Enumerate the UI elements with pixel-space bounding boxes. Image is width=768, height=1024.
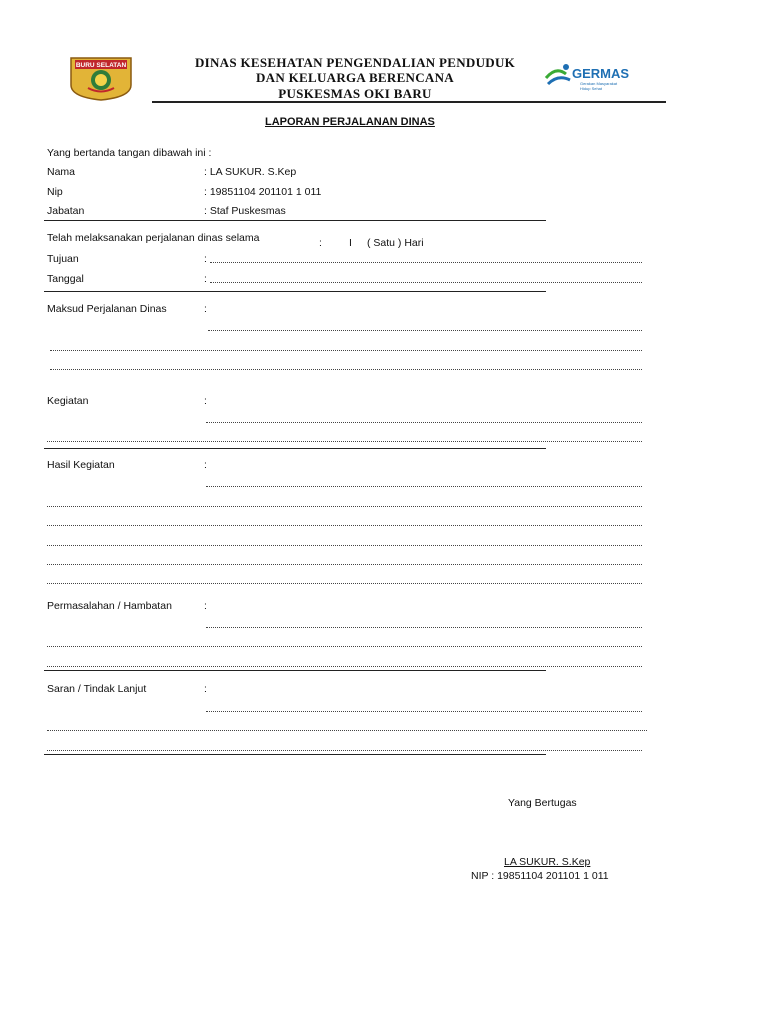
kegiatan-dotted-line xyxy=(47,441,642,442)
trip-days-number: I xyxy=(349,237,352,249)
jabatan-value: : Staf Puskesmas xyxy=(204,205,286,217)
kegiatan-dotted-line xyxy=(206,422,642,423)
tanggal-dotted-line xyxy=(210,282,642,283)
hasil-label: Hasil Kegiatan xyxy=(47,459,115,471)
tujuan-label: Tujuan xyxy=(47,253,79,265)
maksud-dotted-line xyxy=(50,350,642,351)
jabatan-label: Jabatan xyxy=(47,205,85,217)
trip-days-text: ( Satu ) Hari xyxy=(367,237,424,249)
kegiatan-label: Kegiatan xyxy=(47,395,89,407)
section-rule xyxy=(44,754,546,755)
trip-text: Telah melaksanakan perjalanan dinas selama xyxy=(47,232,260,244)
tanggal-colon: : xyxy=(204,273,207,285)
kegiatan-colon: : xyxy=(204,395,207,407)
intro-text: Yang bertanda tangan dibawah ini : xyxy=(47,147,212,159)
hasil-dotted-line xyxy=(47,564,642,565)
saran-dotted-line xyxy=(206,711,642,712)
maksud-dotted-line xyxy=(208,330,642,331)
nip-label: Nip xyxy=(47,186,63,198)
germas-logo-text: GERMAS xyxy=(572,66,630,81)
permasalahan-dotted-line xyxy=(47,646,642,647)
tujuan-colon: : xyxy=(204,253,207,265)
nip-value: : 19851104 201101 1 011 xyxy=(204,186,322,198)
signature-role: Yang Bertugas xyxy=(508,797,577,809)
saran-dotted-line xyxy=(47,730,647,731)
signature-name: LA SUKUR. S.Kep xyxy=(504,856,591,868)
hasil-dotted-line xyxy=(47,583,642,584)
maksud-colon: : xyxy=(204,303,207,315)
document-title: LAPORAN PERJALANAN DINAS xyxy=(265,116,435,128)
regency-logo xyxy=(68,55,134,101)
hasil-dotted-line xyxy=(47,545,642,546)
tanggal-label: Tanggal xyxy=(47,273,84,285)
hasil-dotted-line xyxy=(47,506,642,507)
tujuan-dotted-line xyxy=(210,262,642,263)
header-line-2: DAN KELUARGA BERENCANA xyxy=(255,70,454,85)
permasalahan-colon: : xyxy=(204,600,207,612)
section-rule xyxy=(44,448,546,449)
section-rule xyxy=(44,670,546,671)
section-rule xyxy=(44,291,546,292)
permasalahan-dotted-line xyxy=(47,666,642,667)
trip-colon: : xyxy=(319,237,322,249)
hasil-colon: : xyxy=(204,459,207,471)
nama-value: : LA SUKUR. S.Kep xyxy=(204,166,297,178)
section-rule xyxy=(44,220,546,221)
saran-label: Saran / Tindak Lanjut xyxy=(47,683,147,695)
nama-label: Nama xyxy=(47,166,76,178)
permasalahan-dotted-line xyxy=(206,627,642,628)
germas-logo-sub1: Gerakan Masyarakat xyxy=(580,81,618,86)
maksud-dotted-line xyxy=(50,369,642,370)
header-line-3: PUSKESMAS OKI BARU xyxy=(278,86,432,101)
header-line-1: DINAS KESEHATAN PENGENDALIAN PENDUDUK xyxy=(194,55,516,70)
germas-logo xyxy=(542,60,642,94)
signature-nip: NIP : 19851104 201101 1 011 xyxy=(471,870,609,882)
maksud-label: Maksud Perjalanan Dinas xyxy=(47,303,167,315)
saran-colon: : xyxy=(204,683,207,695)
germas-logo-sub2: Hidup Sehat xyxy=(580,86,603,91)
hasil-dotted-line xyxy=(206,486,642,487)
header-rule xyxy=(152,101,666,103)
saran-dotted-line xyxy=(47,750,642,751)
regency-logo-text: BURU SELATAN xyxy=(75,62,127,69)
hasil-dotted-line xyxy=(47,525,642,526)
permasalahan-label: Permasalahan / Hambatan xyxy=(47,600,172,612)
